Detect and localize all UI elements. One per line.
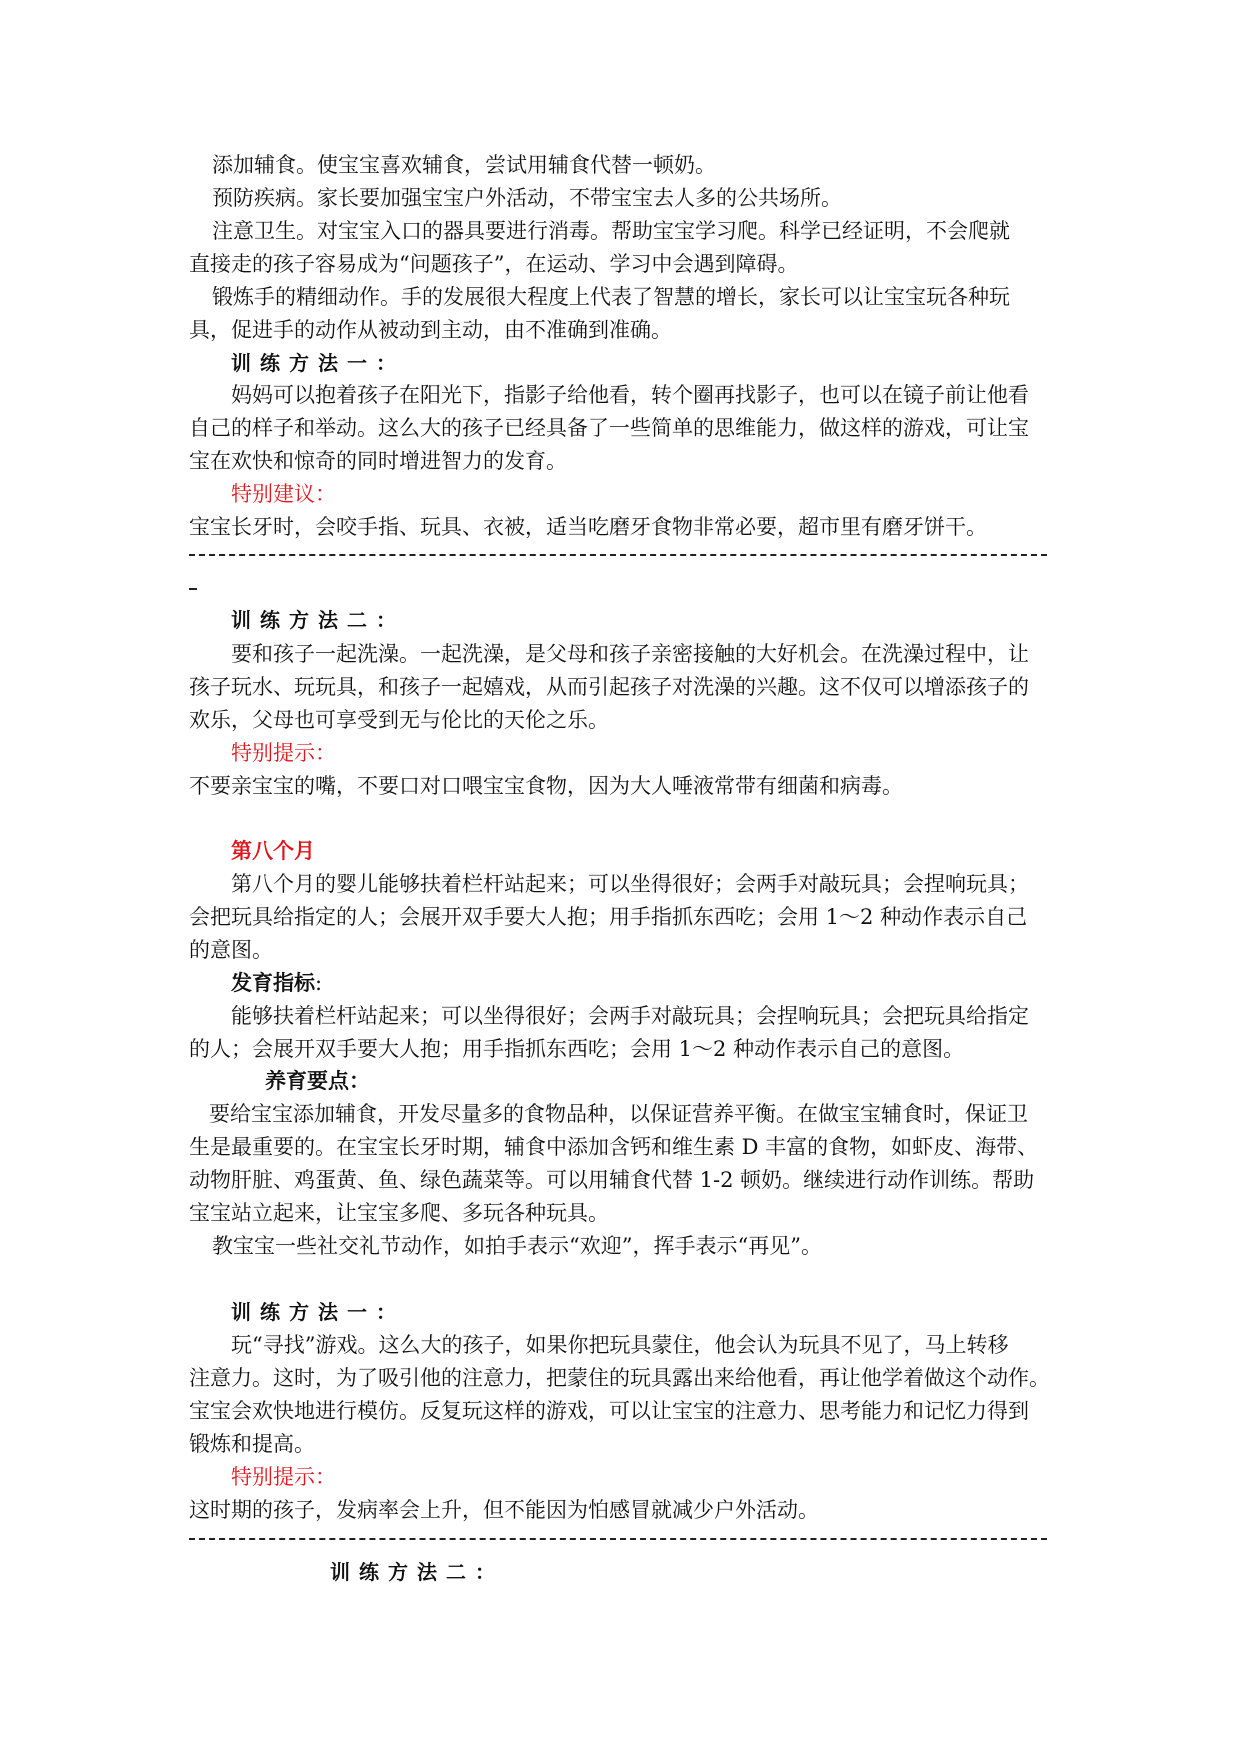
- paragraph-line: 具，促进手的动作从被动到主动，由不准确到准确。: [189, 318, 672, 342]
- tip-label: 特别建议：: [231, 482, 336, 506]
- dashed-divider: [189, 1538, 1047, 1540]
- paragraph-line: 添加辅食。使宝宝喜欢辅食，尝试用辅食代替一顿奶。: [212, 153, 716, 177]
- paragraph-line: 玩“寻找”游戏。这么大的孩子，如果你把玩具蒙住，他会认为玩具不见了，马上转移: [231, 1333, 1009, 1357]
- paragraph-line: 直接走的孩子容易成为“问题孩子”，在运动、学习中会遇到障碍。: [189, 252, 799, 276]
- dashed-divider: [189, 554, 1047, 556]
- tip-label: 特别提示：: [231, 1465, 336, 1489]
- paragraph-line: 宝在欢快和惊奇的同时增进智力的发育。: [189, 449, 567, 473]
- development-label: 发育指标: [231, 971, 315, 995]
- paragraph-line: 第八个月的婴儿能够扶着栏杆站起来；可以坐得很好；会两手对敲玩具；会捏响玩具；: [231, 872, 1029, 896]
- tip-text: 不要亲宝宝的嘴，不要口对口喂宝宝食物，因为大人唾液常带有细菌和病毒。: [189, 774, 903, 798]
- section-heading: 训练方法二：: [231, 608, 405, 632]
- paragraph-line: 预防疾病。家长要加强宝宝户外活动，不带宝宝去人多的公共场所。: [212, 186, 842, 210]
- paragraph-line: 能够扶着栏杆站起来；可以坐得很好；会两手对敲玩具；会捏响玩具；会把玩具给指定: [231, 1004, 1029, 1028]
- paragraph-line: 动物肝脏、鸡蛋黄、鱼、绿色蔬菜等。可以用辅食代替 1-2 顿奶。继续进行动作训练。帮助: [189, 1168, 1035, 1192]
- paragraph-line: 孩子玩水、玩玩具，和孩子一起嬉戏，从而引起孩子对洗澡的兴趣。这不仅可以增添孩子的: [189, 675, 1029, 699]
- tip-label: 特别提示：: [231, 741, 336, 765]
- month-heading: 第八个月: [231, 839, 315, 863]
- development-colon: :: [315, 971, 323, 995]
- paragraph-line: 注意力。这时，为了吸引他的注意力，把蒙住的玩具露出来给他看，再让他学着做这个动作。: [189, 1366, 1050, 1390]
- subheading-care: 养育要点：: [265, 1069, 370, 1093]
- paragraph-line: 注意卫生。对宝宝入口的器具要进行消毒。帮助宝宝学习爬。科学已经证明，不会爬就: [212, 219, 1010, 243]
- section-heading: 训练方法一：: [231, 351, 405, 375]
- paragraph-line: 宝宝站立起来，让宝宝多爬、多玩各种玩具。: [189, 1201, 609, 1225]
- paragraph-line: 自己的样子和举动。这么大的孩子已经具备了一些简单的思维能力，做这样的游戏，可让宝: [189, 416, 1029, 440]
- paragraph-line: 的人；会展开双手要大人抱；用手指抓东西吃；会用 1～2 种动作表示自己的意图。: [189, 1037, 965, 1061]
- tip-text: 宝宝长牙时，会咬手指、玩具、衣被，适当吃磨牙食物非常必要，超市里有磨牙饼干。: [189, 515, 987, 539]
- section-heading: 训练方法一：: [231, 1300, 405, 1324]
- section-heading: 训练方法二：: [330, 1560, 504, 1584]
- paragraph-line: 锻炼手的精细动作。手的发展很大程度上代表了智慧的增长，家长可以让宝宝玩各种玩: [212, 285, 1010, 309]
- subheading-development: [231, 968, 322, 998]
- paragraph-line: 妈妈可以抱着孩子在阳光下，指影子给他看，转个圈再找影子，也可以在镜子前让他看: [231, 383, 1029, 407]
- paragraph-line: 会把玩具给指定的人；会展开双手要大人抱；用手指抓东西吃；会用 1～2 种动作表示自己: [189, 905, 1028, 929]
- paragraph-line: 的意图。: [189, 938, 273, 962]
- paragraph-line: 生是最重要的。在宝宝长牙时期，辅食中添加含钙和维生素 D 丰富的食物，如虾皮、海带、: [189, 1135, 1039, 1159]
- paragraph-line: 要给宝宝添加辅食，开发尽量多的食物品种，以保证营养平衡。在做宝宝辅食时，保证卫: [209, 1102, 1028, 1126]
- divider-tail: [189, 588, 197, 590]
- paragraph-line: 宝宝会欢快地进行模仿。反复玩这样的游戏，可以让宝宝的注意力、思考能力和记忆力得到: [189, 1399, 1029, 1423]
- paragraph-line: 教宝宝一些社交礼节动作，如拍手表示“欢迎”，挥手表示“再见”。: [212, 1234, 822, 1258]
- paragraph-line: 锻炼和提高。: [189, 1432, 315, 1456]
- tip-text: 这时期的孩子，发病率会上升，但不能因为怕感冒就减少户外活动。: [189, 1498, 819, 1522]
- paragraph-line: 欢乐，父母也可享受到无与伦比的天伦之乐。: [189, 708, 609, 732]
- paragraph-line: 要和孩子一起洗澡。一起洗澡，是父母和孩子亲密接触的大好机会。在洗澡过程中，让: [231, 642, 1029, 666]
